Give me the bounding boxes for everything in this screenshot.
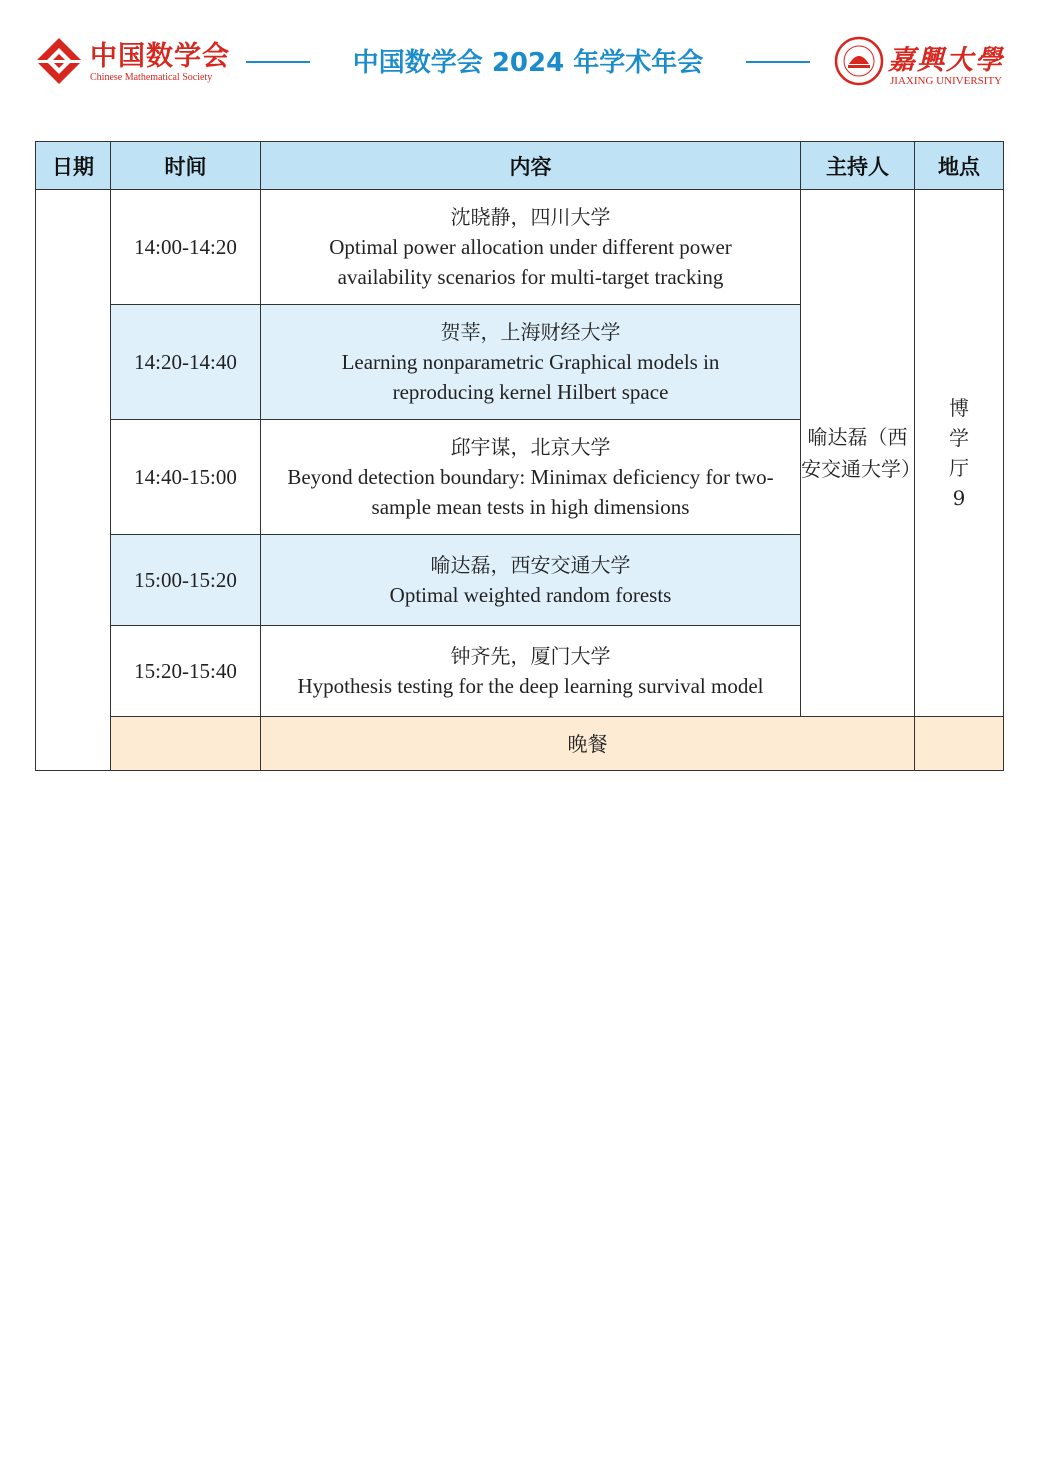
column-header-content: 内容 (261, 142, 801, 190)
column-header-host: 主持人 (801, 142, 915, 190)
society-name-en: Chinese Mathematical Society (90, 72, 213, 83)
session-time: 15:00-15:20 (111, 535, 261, 626)
session-title: Hypothesis testing for the deep learning survival model (297, 674, 764, 698)
session-speaker: 喻达磊，西安交通大学 (430, 553, 631, 577)
page-header (0, 0, 1053, 120)
session-content (261, 190, 801, 305)
dinner-label: 晚餐 (261, 717, 915, 771)
title-rule-right (746, 61, 810, 63)
host-cell (801, 190, 921, 717)
session-time: 14:20-14:40 (111, 305, 261, 420)
column-header-date: 日期 (36, 142, 111, 190)
session-speaker: 钟齐先，厦门大学 (450, 644, 611, 668)
date-cell (36, 190, 111, 771)
venue-cell (915, 190, 1004, 717)
host-name: 喻达磊（西安交通大学） (801, 425, 921, 481)
session-title: Learning nonparametric Graphical models in reproducing kernel Hilbert space (341, 350, 720, 404)
conference-title: 中国数学会 2024 年学术年会 (352, 48, 704, 78)
jiaxing-university-logo (834, 36, 1014, 90)
dinner-row (36, 717, 1004, 771)
society-name-cn: 中国数学会 (90, 41, 230, 72)
session-time: 14:40-15:00 (111, 420, 261, 535)
table-row (36, 190, 1004, 305)
schedule-table (35, 141, 1004, 771)
column-header-venue: 地点 (915, 142, 1004, 190)
session-speaker: 贺莘，上海财经大学 (440, 320, 621, 344)
session-time: 14:00-14:20 (111, 190, 261, 305)
session-content (261, 626, 801, 717)
column-header-time: 时间 (111, 142, 261, 190)
session-content (261, 420, 801, 535)
title-rule-left (246, 61, 310, 63)
university-seal-icon (834, 36, 884, 86)
dinner-time-cell (111, 717, 261, 771)
session-title: Optimal power allocation under different power availability scenarios for multi-target tracking (329, 235, 732, 289)
university-name-cn: 嘉興大學 (888, 45, 1004, 76)
venue-name: 博学厅9 (949, 396, 969, 510)
table-header-row (36, 142, 1004, 190)
session-title: Optimal weighted random forests (389, 583, 672, 607)
session-title: Beyond detection boundary: Minimax deficiency for two-sample mean tests in high dimensions (287, 465, 774, 519)
cms-logo (34, 34, 230, 88)
session-time: 15:20-15:40 (111, 626, 261, 717)
cms-diamond-icon (34, 36, 84, 86)
session-content (261, 305, 801, 420)
session-speaker: 邱宇谋，北京大学 (450, 435, 611, 459)
session-speaker: 沈晓静，四川大学 (450, 205, 611, 229)
university-name-en: JIAXING UNIVERSITY (890, 75, 1003, 87)
dinner-venue-cell (915, 717, 1004, 771)
session-content (261, 535, 801, 626)
